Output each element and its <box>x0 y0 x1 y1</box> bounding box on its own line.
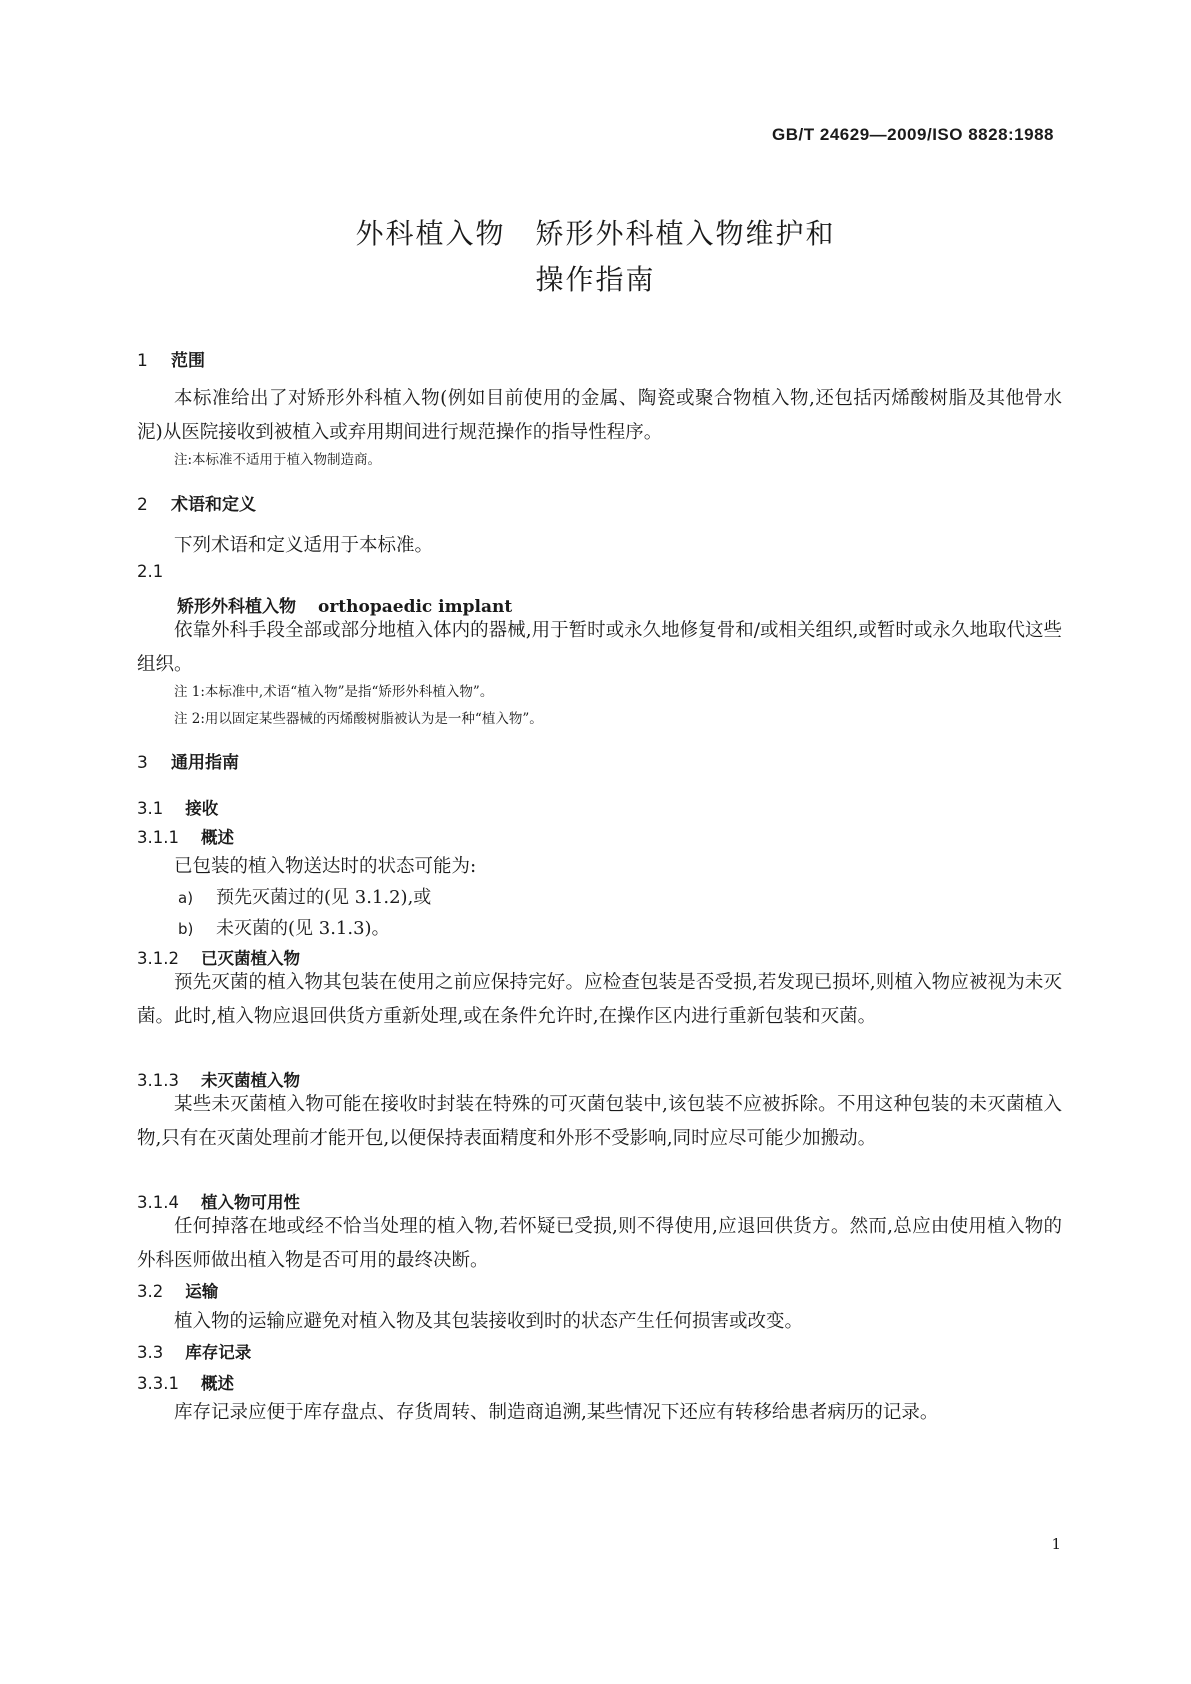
section-title: 通用指南 <box>171 753 239 773</box>
section-number: 1 <box>137 351 148 371</box>
term-chinese: 矫形外科植入物 <box>177 597 296 617</box>
subsection-heading-3-3-1 <box>137 1370 234 1394</box>
list-item-label: b) <box>178 920 194 938</box>
transport-paragraph: 植入物的运输应避免对植入物及其包装接收到时的状态产生任何损害或改变。 <box>174 1311 804 1332</box>
subsection-title: 概述 <box>200 1374 234 1393</box>
standard-number: GB/T 24629—2009/ISO 8828:1988 <box>772 125 1054 144</box>
subsection-title: 概述 <box>200 828 234 847</box>
inventory-record-paragraph: 库存记录应便于库存盘点、存货周转、制造商追溯,某些情况下还应有转移给患者病历的记录。 <box>174 1402 939 1423</box>
section-heading-2 <box>137 490 256 515</box>
list-item-text: 预先灭菌过的(见 3.1.2),或 <box>216 887 432 908</box>
nonsterile-implant-paragraph: 某些未灭菌植入物可能在接收时封装在特殊的可灭菌包装中,该包装不应被拆除。不用这种包装的未灭菌植入物,只有在灭菌处理前才能开包,以便保持表面精度和外形不受影响,同时应尽可能少加搬动。 <box>137 1094 1062 1149</box>
subsection-title: 未灭菌植入物 <box>200 1071 300 1090</box>
term-number-label: 2.1 <box>137 562 164 581</box>
section-number: 2 <box>137 495 148 515</box>
list-item <box>178 883 431 909</box>
page-number: 1 <box>1051 1535 1061 1553</box>
subsection-number: 3.1.2 <box>137 949 179 968</box>
terms-intro-paragraph: 下列术语和定义适用于本标准。 <box>174 535 434 556</box>
subsection-heading-3-3 <box>137 1339 251 1363</box>
subsection-title: 已灭菌植入物 <box>200 949 300 968</box>
list-item-text: 未灭菌的(见 3.1.3)。 <box>216 918 390 939</box>
subsection-title: 植入物可用性 <box>200 1193 300 1212</box>
term-note-1: 注 1:本标准中,术语“植入物”是指“矫形外科植入物”。 <box>174 684 494 700</box>
document-title-line1: 外科植入物 矫形外科植入物维护和 <box>355 217 836 250</box>
scope-paragraph: 本标准给出了对矫形外科植入物(例如目前使用的金属、陶瓷或聚合物植入物,还包括丙烯酸树脂及其他骨水泥)从医院接收到被植入或弃用期间进行规范操作的指导性程序。 <box>137 388 1062 443</box>
subsection-number: 3.3.1 <box>137 1374 179 1393</box>
subsection-title: 运输 <box>185 1282 219 1301</box>
list-item-label: a) <box>178 889 194 907</box>
subsection-number: 3.1.1 <box>137 828 179 847</box>
implant-usability-paragraph: 任何掉落在地或经不恰当处理的植入物,若怀疑已受损,则不得使用,应退回供货方。然而,总应由使用植入物的外科医师做出植入物是否可用的最终决断。 <box>137 1216 1062 1271</box>
subsection-number: 3.2 <box>137 1282 164 1301</box>
section-heading-3 <box>137 748 239 773</box>
sterilized-implant-paragraph: 预先灭菌的植入物其包装在使用之前应保持完好。应检查包装是否受损,若发现已损坏,则植入物应被视为未灭菌。此时,植入物应退回供货方重新处理,或在条件允许时,在操作区内进行重新包装和灭菌。 <box>137 972 1062 1027</box>
subsection-number: 3.1.3 <box>137 1071 179 1090</box>
section-title: 术语和定义 <box>171 495 256 515</box>
section-heading-1 <box>137 346 205 371</box>
subsection-number: 3.1 <box>137 799 164 818</box>
subsection-number: 3.1.4 <box>137 1193 179 1212</box>
section-title: 范围 <box>171 351 205 371</box>
receipt-overview-paragraph: 已包装的植入物送达时的状态可能为: <box>174 856 477 877</box>
scope-note: 注:本标准不适用于植入物制造商。 <box>174 452 382 468</box>
subsection-title: 库存记录 <box>185 1343 252 1362</box>
subsection-heading-3-2 <box>137 1278 218 1302</box>
subsection-heading-3-1 <box>137 795 218 819</box>
term-definition: 依靠外科手段全部或部分地植入体内的器械,用于暂时或永久地修复骨和/或相关组织,或暂时或永久地取代这些组织。 <box>137 620 1062 675</box>
subsection-number: 3.3 <box>137 1343 164 1362</box>
section-number: 3 <box>137 753 148 773</box>
subsection-title: 接收 <box>185 799 219 818</box>
list-item <box>178 914 390 940</box>
subsection-heading-3-1-1 <box>137 824 234 848</box>
term-note-2: 注 2:用以固定某些器械的丙烯酸树脂被认为是一种“植入物”。 <box>174 711 543 727</box>
term-number <box>137 562 185 581</box>
document-title-line2: 操作指南 <box>535 263 656 296</box>
term-english: orthopaedic implant <box>318 597 513 617</box>
